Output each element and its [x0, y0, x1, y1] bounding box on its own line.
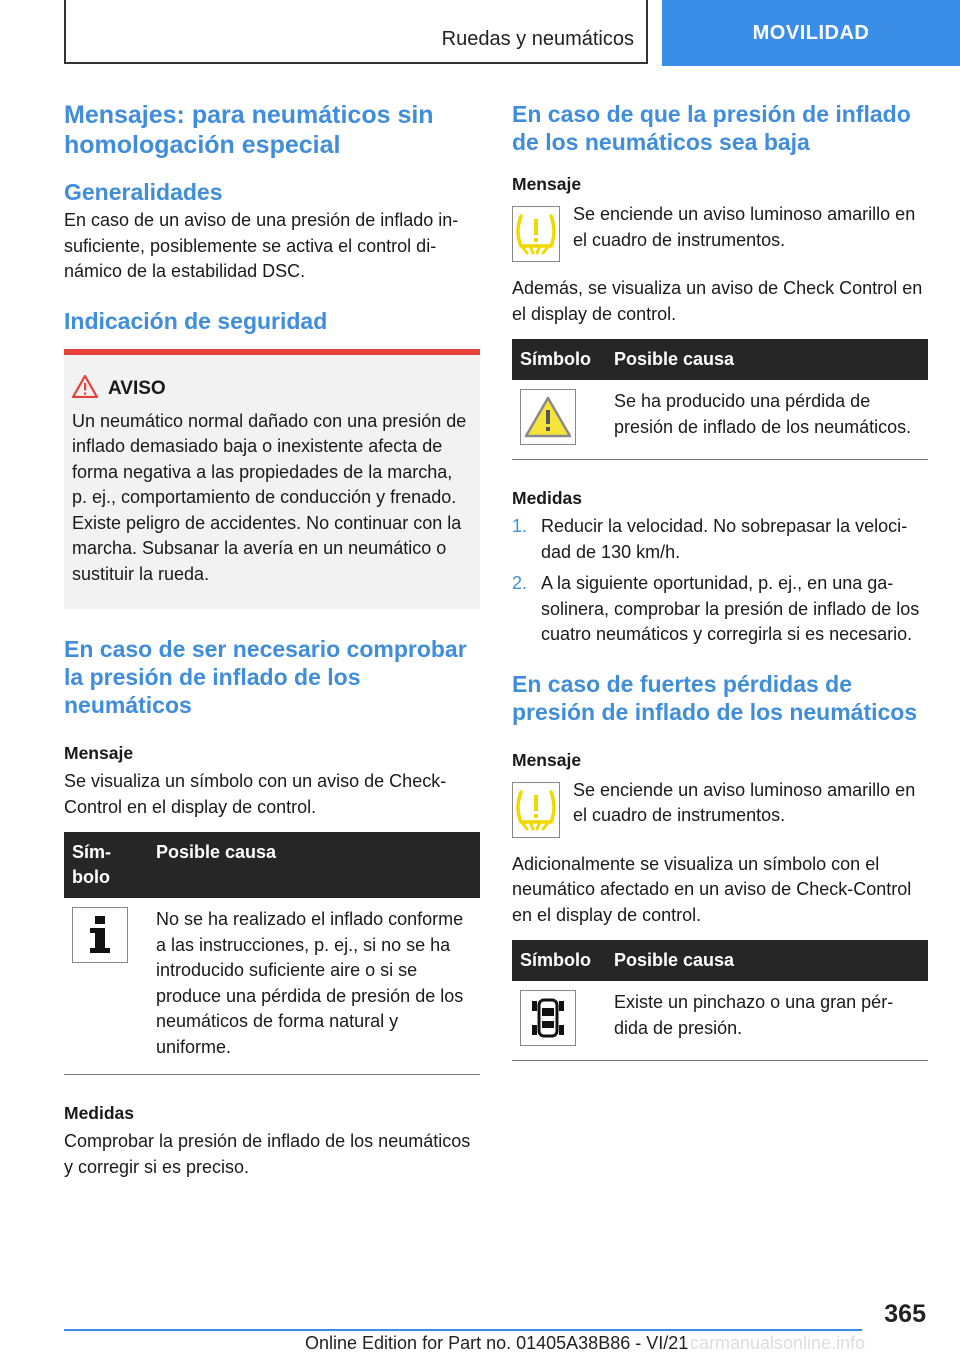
table-header-cause: Posible causa — [148, 832, 480, 898]
header-chapter-tab: MOVILIDAD — [662, 0, 960, 66]
table-row — [64, 898, 480, 1075]
list-item: 1. Reducir la velocidad. No sobrepasar la velocidad de 130 km/h. — [512, 516, 908, 562]
right-column — [512, 100, 928, 1061]
warning-triangle-icon — [520, 389, 576, 445]
mensaje-text: Se enciende un aviso luminoso amarillo en el cuadro de instrumentos. — [573, 204, 916, 250]
medidas-text: Comprobar la presión de inflado de los neumáticos y corregir si es preciso. — [64, 1131, 471, 1177]
symbol-table — [512, 940, 928, 1061]
mensaje-text: Se visualiza un símbolo con un aviso de Check-Control en el display de control. — [64, 771, 447, 817]
generalidades-heading: Generalidades — [64, 179, 223, 205]
edition-text: Online Edition for Part no. 01405A38B86 - VI/21 — [305, 1333, 689, 1353]
fuertes-heading: En caso de fuertes pérdidas de presión de inflado de los neumáticos — [512, 670, 918, 725]
message-row — [512, 202, 928, 262]
car-tire-status-icon — [520, 990, 576, 1046]
mensaje-label: Mensaje — [512, 749, 582, 770]
table-cell-cause: Se ha producido una pérdida de presión de inflado de los neumáticos. — [606, 380, 928, 460]
mensaje-label: Mensaje — [512, 174, 582, 194]
symbol-table — [64, 832, 480, 1075]
table-cell-cause: No se ha realizado el inflado conforme a las instrucciones, p. ej., si no se ha introducido suficiente aire o si se produce una pérdida de presión de los neumáticos de forma natural y uniforme. — [148, 898, 480, 1075]
medidas-list — [512, 514, 928, 648]
mensaje-label: Mensaje — [64, 743, 134, 763]
symbol-table — [512, 339, 928, 460]
table-cell-cause: Existe un pinchazo o una gran pérdida de presión. — [606, 981, 928, 1061]
message-row — [512, 778, 928, 838]
list-item: 2. A la siguiente oportunidad, p. ej., en una gasolinera, comprobar la presión de inflado de los cuatro neumáticos y corregirla si es necesario. — [512, 573, 920, 644]
warning-box — [64, 349, 480, 610]
seguridad-heading: Indicación de seguridad — [64, 307, 328, 334]
table-header-symbol: Símbolo — [64, 832, 148, 898]
adicional-text: Adicionalmente se visualiza un símbolo con el neumático afectado en un aviso de Check-Control en el display de control. — [512, 853, 912, 925]
warning-text: Un neumático normal dañado con una presión de inflado demasiado baja o inexistente afecta de forma negativa a las propiedades de la marcha, p. ej., comportamiento de conducción y frenado. Existe peligro de accidentes. No continuar con la marcha. Subsanar la avería en un neumático o sustituir la rueda. — [72, 410, 467, 584]
medidas-label: Medidas — [512, 488, 583, 508]
info-icon — [72, 907, 128, 963]
header-section-title: Ruedas y neumáticos — [441, 28, 634, 50]
mensaje-text: Se enciende un aviso luminoso amarillo en el cuadro de instrumentos. — [573, 779, 916, 825]
tire-pressure-warning-icon — [512, 782, 560, 838]
table-header-cause: Posible causa — [606, 940, 928, 981]
section-title: Mensajes: para neumáticos sin homologación especial — [64, 101, 434, 159]
table-header-symbol: Símbolo — [512, 339, 606, 380]
ademas-text: Además, se visualiza un aviso de Check Control en el display de control. — [512, 278, 923, 324]
generalidades-text: En caso de un aviso de una presión de inflado insuficiente, posiblemente se activa el control dinámico de la estabilidad DSC. — [64, 210, 459, 281]
warning-header — [72, 375, 472, 403]
footer-divider — [64, 1329, 862, 1331]
warning-triangle-icon — [72, 375, 98, 403]
table-row — [512, 380, 928, 460]
page-number: 365 — [884, 1300, 926, 1328]
left-column — [64, 100, 480, 1180]
tire-pressure-warning-icon — [512, 206, 560, 262]
warning-title: AVISO — [108, 377, 166, 399]
comprobar-heading: En caso de ser necesario comprobar la presión de inflado de los neumáticos — [64, 636, 467, 718]
table-header-cause: Posible causa — [606, 339, 928, 380]
watermark: carmanualsonline.info — [690, 1333, 866, 1353]
table-row — [512, 981, 928, 1061]
table-header-symbol: Símbolo — [512, 940, 606, 981]
medidas-label: Medidas — [64, 1103, 135, 1123]
baja-heading: En caso de que la presión de inflado de los neumáticos sea baja — [512, 101, 911, 155]
